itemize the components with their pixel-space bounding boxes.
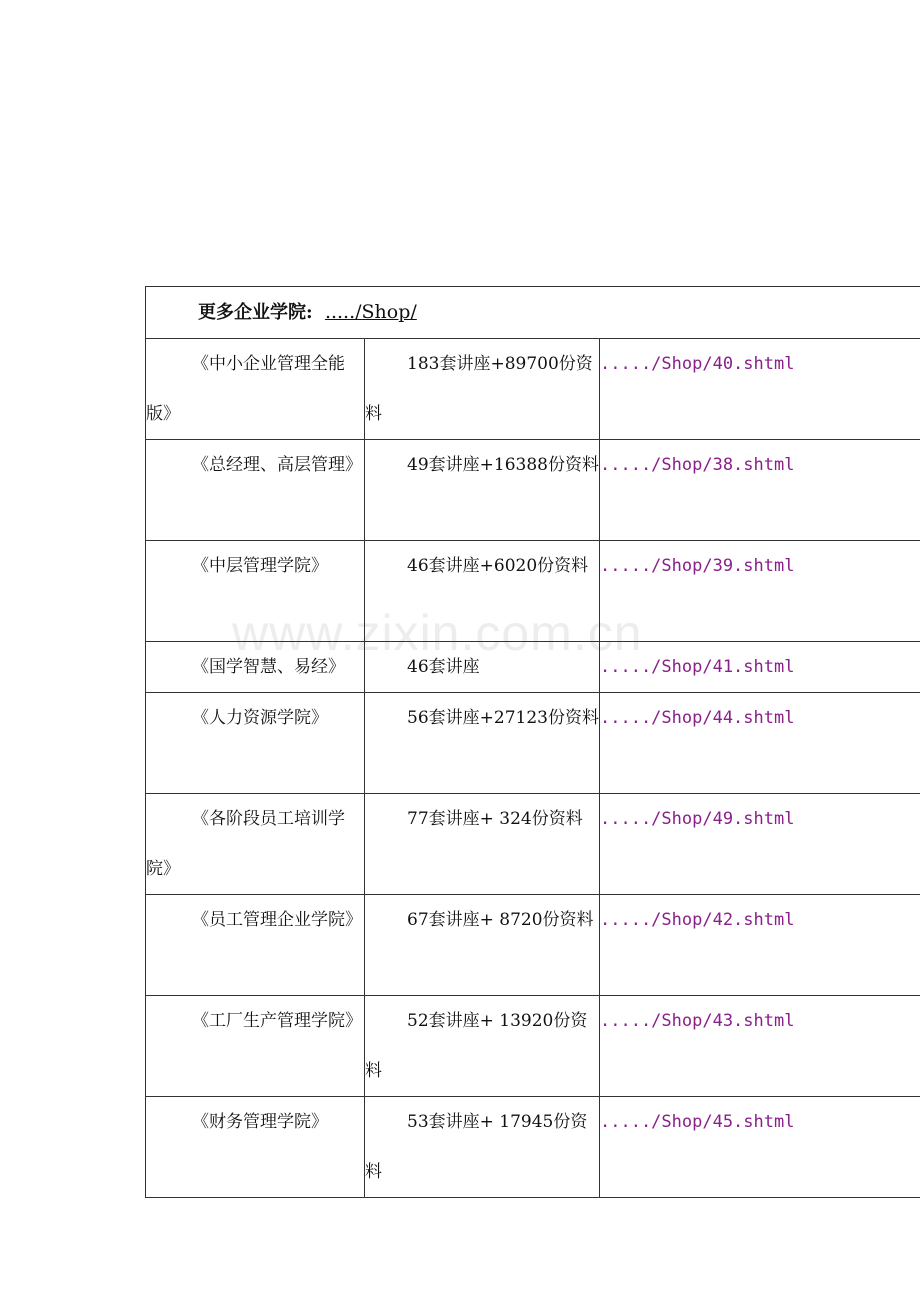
course-content: 46套讲座: [365, 642, 600, 693]
course-link-cell: [600, 693, 920, 794]
course-title: 《总经理、高层管理》: [146, 440, 365, 541]
course-content: 46套讲座+6020份资料: [365, 541, 600, 642]
table-row: [146, 895, 920, 996]
course-link[interactable]: ...../Shop/40.shtml: [600, 354, 795, 374]
course-link-cell: [600, 996, 920, 1097]
course-link-cell: [600, 794, 920, 895]
table-row: [146, 996, 920, 1097]
watermark: www.zixin.com.cn: [232, 605, 643, 661]
course-title: 《工厂生产管理学院》: [146, 996, 365, 1097]
course-content: 52套讲座+ 13920份资料: [365, 996, 600, 1097]
course-link[interactable]: ...../Shop/49.shtml: [600, 809, 795, 829]
table-row: [146, 642, 920, 693]
course-content: 53套讲座+ 17945份资料: [365, 1097, 600, 1198]
course-title: 《人力资源学院》: [146, 693, 365, 794]
course-link-cell: [600, 339, 920, 440]
header-line: [146, 287, 920, 338]
course-link[interactable]: ...../Shop/44.shtml: [600, 708, 795, 728]
course-content: 67套讲座+ 8720份资料: [365, 895, 600, 996]
table-row: [146, 541, 920, 642]
course-title: 《中层管理学院》: [146, 541, 365, 642]
table-row: [146, 1097, 920, 1198]
course-link-cell: [600, 642, 920, 693]
course-link-cell: [600, 440, 920, 541]
course-link-cell: [600, 895, 920, 996]
table-header-row: [146, 287, 920, 339]
course-content: 49套讲座+16388份资料: [365, 440, 600, 541]
table-row: [146, 794, 920, 895]
course-table: [145, 286, 920, 1198]
header-cell: [146, 287, 920, 339]
course-link[interactable]: ...../Shop/43.shtml: [600, 1011, 795, 1031]
course-title: 《财务管理学院》: [146, 1097, 365, 1198]
course-content: 56套讲座+27123份资料: [365, 693, 600, 794]
course-link-cell: [600, 541, 920, 642]
course-title: 《各阶段员工培训学院》: [146, 794, 365, 895]
table-row: [146, 693, 920, 794]
course-link[interactable]: ...../Shop/45.shtml: [600, 1112, 795, 1132]
table-row: [146, 440, 920, 541]
course-link-cell: [600, 1097, 920, 1198]
course-title: 《员工管理企业学院》: [146, 895, 365, 996]
course-title: 《国学智慧、易经》: [146, 642, 365, 693]
course-link[interactable]: ...../Shop/39.shtml: [600, 556, 795, 576]
course-title: 《中小企业管理全能版》: [146, 339, 365, 440]
course-link[interactable]: ...../Shop/42.shtml: [600, 910, 795, 930]
header-label: 更多企业学院:: [198, 302, 313, 323]
table-row: [146, 339, 920, 440]
course-content: 183套讲座+89700份资料: [365, 339, 600, 440]
course-link[interactable]: ...../Shop/38.shtml: [600, 455, 795, 475]
course-link[interactable]: ...../Shop/41.shtml: [600, 657, 795, 677]
course-content: 77套讲座+ 324份资料: [365, 794, 600, 895]
shop-link[interactable]: ...../Shop/: [324, 301, 417, 323]
